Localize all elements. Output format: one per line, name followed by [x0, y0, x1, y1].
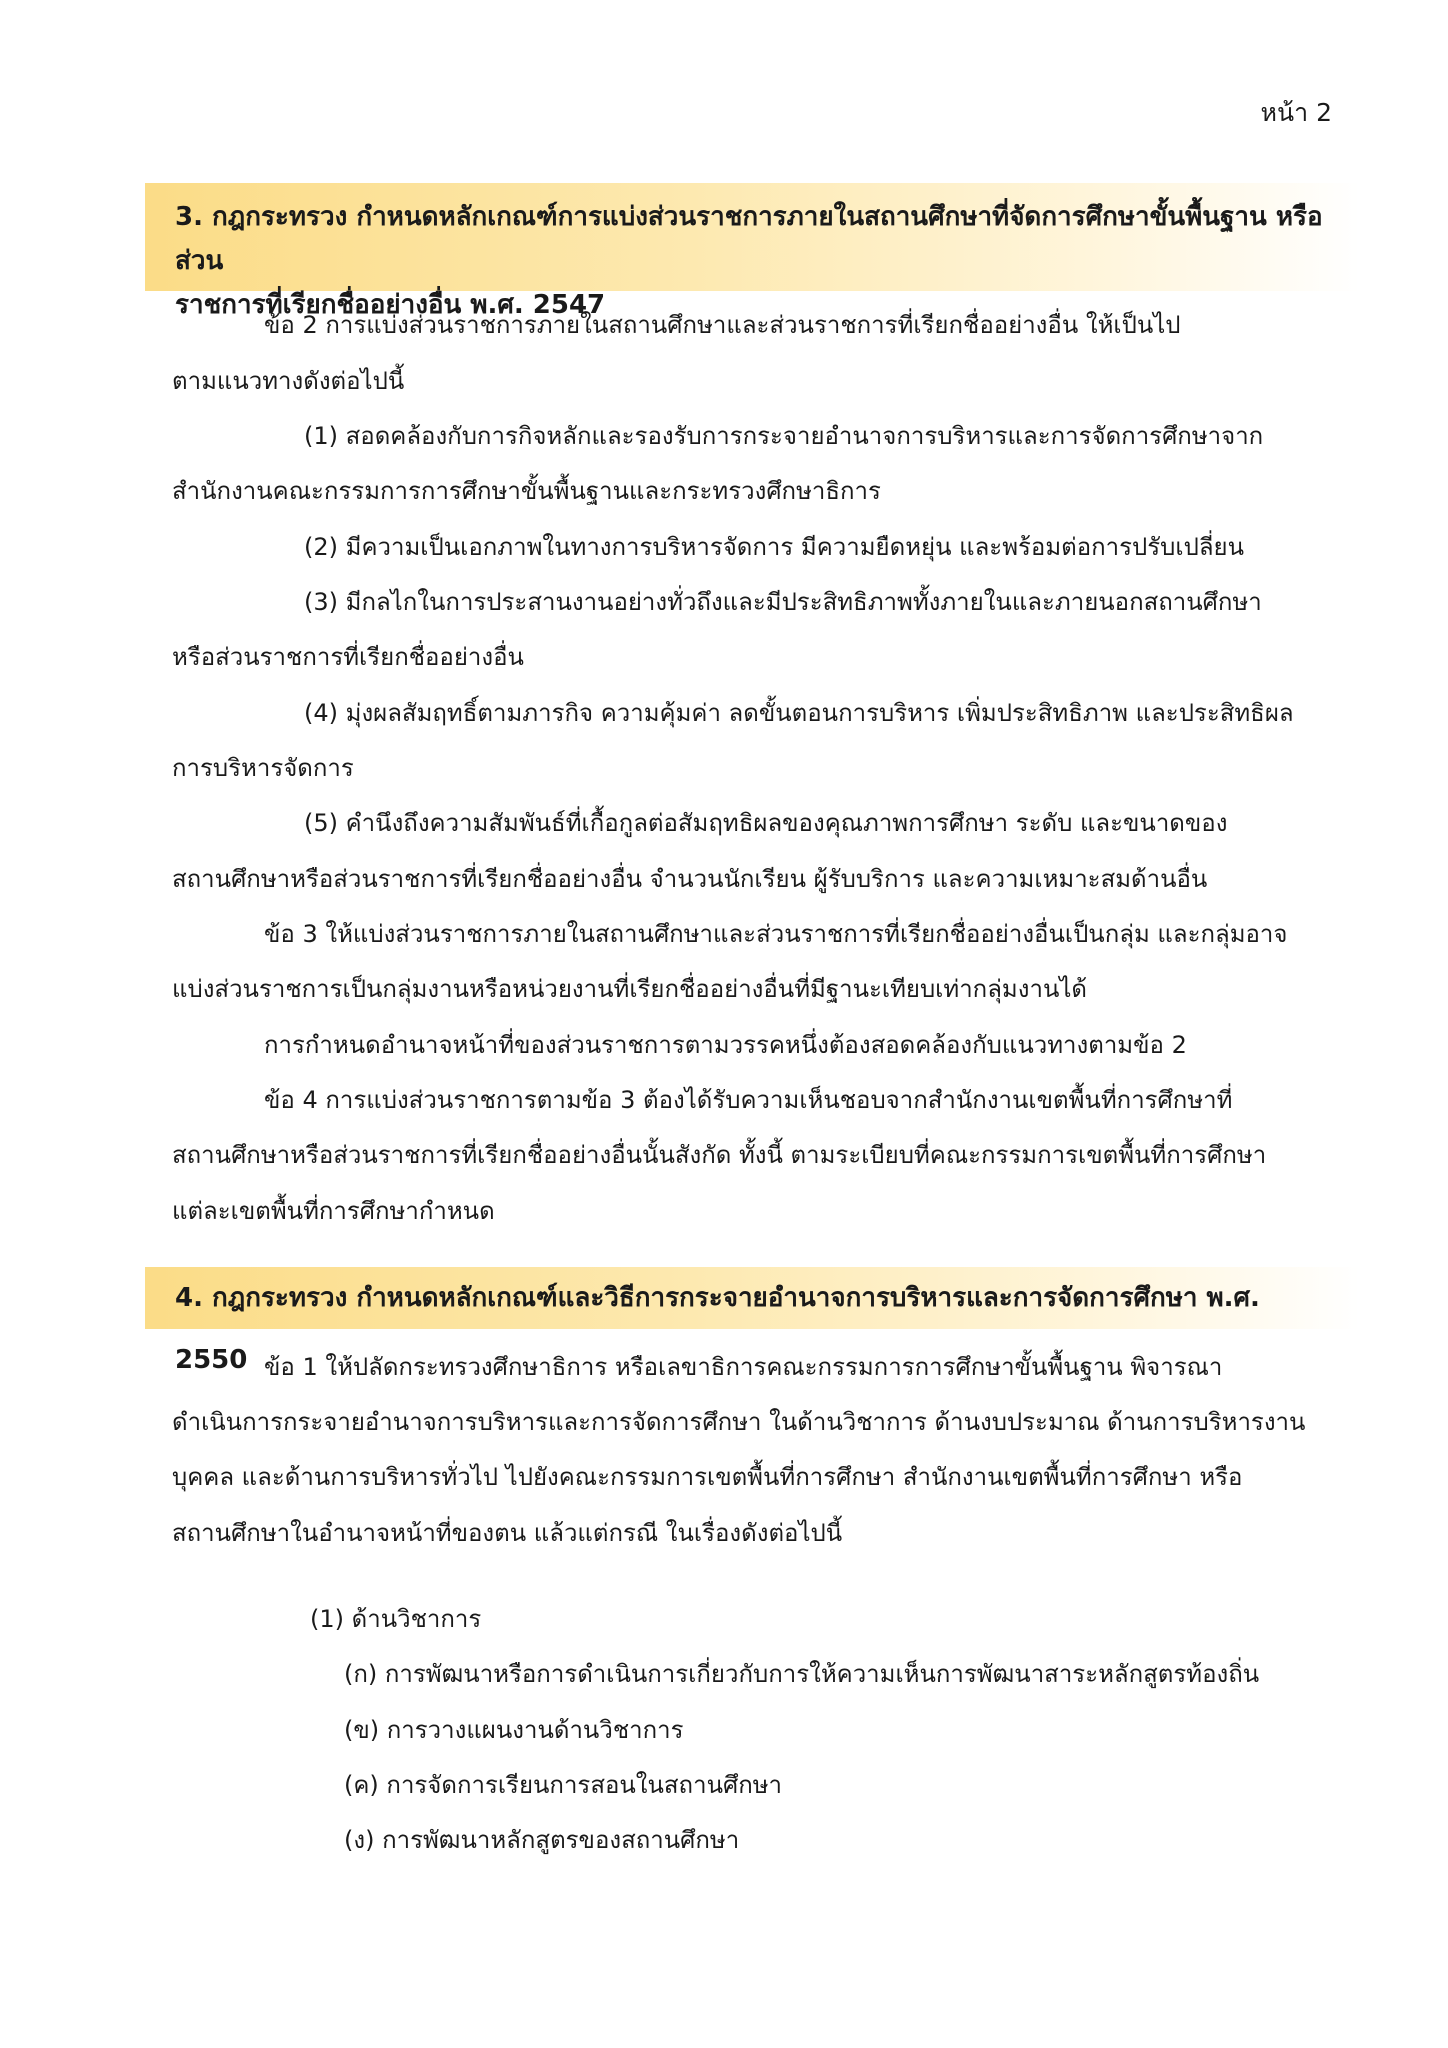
section-3-line: แต่ละเขตพื้นที่การศึกษากำหนด [172, 1197, 495, 1225]
section-4-line: ข้อ 1 ให้ปลัดกระทรวงศึกษาธิการ หรือเลขาธิการคณะกรรมการการศึกษาขั้นพื้นฐาน พิจารณา [264, 1353, 1223, 1381]
section-4-list-item: (ง) การพัฒนาหลักสูตรของสถานศึกษา [344, 1826, 740, 1854]
section-3-line: สถานศึกษาหรือส่วนราชการที่เรียกชื่ออย่างอื่นนั้นสังกัด ทั้งนี้ ตามระเบียบที่คณะกรรมการเขตพื้นที่การศึกษา [172, 1141, 1267, 1169]
section-3-line: การกำหนดอำนาจหน้าที่ของส่วนราชการตามวรรคหนึ่งต้องสอดคล้องกับแนวทางตามข้อ 2 [264, 1031, 1187, 1059]
section-4-list-item: (ค) การจัดการเรียนการสอนในสถานศึกษา [344, 1771, 783, 1799]
page-number: หน้า 2 [1260, 98, 1332, 127]
section-3-line: สำนักงานคณะกรรมการการศึกษาขั้นพื้นฐานและกระทรวงศึกษาธิการ [172, 477, 881, 505]
section-4-line: ดำเนินการกระจายอำนาจการบริหารและการจัดการศึกษา ในด้านวิชาการ ด้านงบประมาณ ด้านการบริหารงาน [172, 1408, 1306, 1436]
section-4-heading: 4. กฎกระทรวง กำหนดหลักเกณฑ์และวิธีการกระจายอำนาจการบริหารและการจัดการศึกษา พ.ศ. 2550 [145, 1267, 1360, 1329]
section-3-line: แบ่งส่วนราชการเป็นกลุ่มงานหรือหน่วยงานที่เรียกชื่ออย่างอื่นที่มีฐานะเทียบเท่ากลุ่มงานได้ [172, 975, 1087, 1003]
section-3-line: (1) สอดคล้องกับการกิจหลักและรองรับการกระจายอำนาจการบริหารและการจัดการศึกษาจาก [304, 422, 1264, 450]
section-3-line: ข้อ 2 การแบ่งส่วนราชการภายในสถานศึกษาและส่วนราชการที่เรียกชื่ออย่างอื่น ให้เป็นไป [264, 311, 1181, 339]
section-3-line: ข้อ 3 ให้แบ่งส่วนราชการภายในสถานศึกษาและส่วนราชการที่เรียกชื่ออย่างอื่นเป็นกลุ่ม และกลุ่มอาจ [264, 920, 1288, 948]
section-4-line: สถานศึกษาในอำนาจหน้าที่ของตน แล้วแต่กรณี ในเรื่องดังต่อไปนี้ [172, 1519, 843, 1547]
section-3-line: สถานศึกษาหรือส่วนราชการที่เรียกชื่ออย่างอื่น จำนวนนักเรียน ผู้รับบริการ และความเหมาะสมด้านอื่น [172, 865, 1208, 893]
section-3-heading [145, 183, 1360, 320]
section-4-list-item: (ข) การวางแผนงานด้านวิชาการ [344, 1716, 684, 1744]
section-4-line: บุคคล และด้านการบริหารทั่วไป ไปยังคณะกรรมการเขตพื้นที่การศึกษา สำนักงานเขตพื้นที่การศึกษา หรือ [172, 1463, 1243, 1491]
section-3-line: (3) มีกลไกในการประสานงานอย่างทั่วถึงและมีประสิทธิภาพทั้งภายในและภายนอกสถานศึกษา [304, 588, 1262, 616]
section-3-line: (5) คำนึงถึงความสัมพันธ์ที่เกื้อกูลต่อสัมฤทธิผลของคุณภาพการศึกษา ระดับ และขนาดของ [304, 809, 1228, 837]
section-3-line: ข้อ 4 การแบ่งส่วนราชการตามข้อ 3 ต้องได้รับความเห็นชอบจากสำนักงานเขตพื้นที่การศึกษาที่ [264, 1086, 1233, 1114]
section-3-line: หรือส่วนราชการที่เรียกชื่ออย่างอื่น [172, 643, 524, 671]
section-4-list-item: (ก) การพัฒนาหรือการดำเนินการเกี่ยวกับการให้ความเห็นการพัฒนาสาระหลักสูตรท้องถิ่น [344, 1660, 1260, 1688]
section-3-heading-line-2: ราชการที่เรียกชื่ออย่างอื่น พ.ศ. 2547 [175, 290, 606, 320]
section-4-list-item: (1) ด้านวิชาการ [310, 1605, 482, 1633]
section-3-heading-line-1: 3. กฎกระทรวง กำหนดหลักเกณฑ์การแบ่งส่วนราชการภายในสถานศึกษาที่จัดการศึกษาขั้นพื้นฐาน หรือส่วน [175, 202, 1323, 276]
section-3-line: (2) มีความเป็นเอกภาพในทางการบริหารจัดการ มีความยืดหยุ่น และพร้อมต่อการปรับเปลี่ยน [304, 533, 1245, 561]
section-3-line: การบริหารจัดการ [172, 754, 354, 782]
section-3-line: (4) มุ่งผลสัมฤทธิ์ตามภารกิจ ความคุ้มค่า ลดขั้นตอนการบริหาร เพิ่มประสิทธิภาพ และประสิทธิผล [304, 699, 1294, 727]
section-3-line: ตามแนวทางดังต่อไปนี้ [172, 367, 405, 395]
